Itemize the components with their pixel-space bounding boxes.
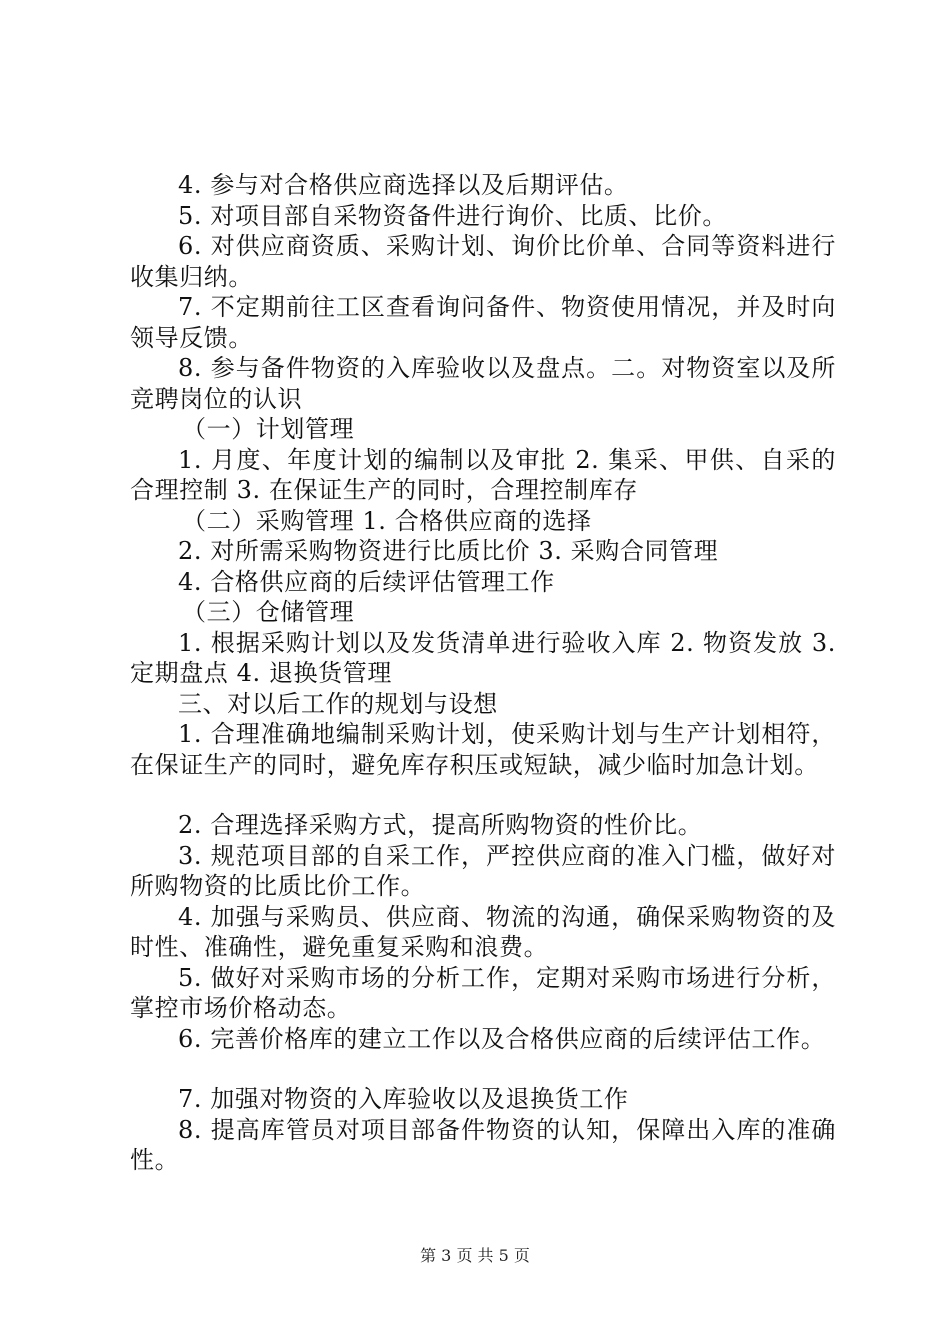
paragraph: 7. 加强对物资的入库验收以及退换货工作 xyxy=(178,1085,629,1113)
paragraph: 1. 根据采购计划以及发货清单进行验收入库 2. 物资发放 3. 定期盘点 4. 退换货管理 xyxy=(130,628,836,687)
paragraph: 7. 不定期前往工区查看询问备件、物资使用情况，并及时向领导反馈。 xyxy=(130,293,836,352)
section-heading: （三）仓储管理 xyxy=(182,598,355,626)
paragraph: 2. 合理选择采购方式，提高所购物资的性价比。 xyxy=(178,811,703,839)
paragraph: 6. 完善价格库的建立工作以及合格供应商的后续评估工作。 xyxy=(178,1024,826,1053)
paragraph: 4. 参与对合格供应商选择以及后期评估。 xyxy=(178,171,629,199)
section-heading: （二）采购管理 1. 合格供应商的选择 xyxy=(182,506,592,535)
section-heading: （一）计划管理 xyxy=(182,415,355,443)
paragraph: 2. 对所需采购物资进行比质比价 3. 采购合同管理 xyxy=(178,537,719,565)
paragraph: 4. 合格供应商的后续评估管理工作 xyxy=(178,567,555,596)
paragraph-gap xyxy=(130,780,836,810)
paragraph: 5. 对项目部自采物资备件进行询价、比质、比价。 xyxy=(178,201,727,230)
page-number-footer: 第 3 页 共 5 页 xyxy=(420,1246,530,1265)
document-body xyxy=(130,170,836,1176)
paragraph: 6. 对供应商资质、采购计划、询价比价单、合同等资料进行收集归纳。 xyxy=(130,232,836,291)
paragraph: 4. 加强与采购员、供应商、物流的沟通，确保采购物资的及时性、准确性，避免重复采购和浪费。 xyxy=(130,902,836,961)
paragraph: 5. 做好对采购市场的分析工作，定期对采购市场进行分析，掌控市场价格动态。 xyxy=(130,963,836,1022)
paragraph: 1. 月度、年度计划的编制以及审批 2. 集采、甲供、自采的合理控制 3. 在保证生产的同时，合理控制库存 xyxy=(130,445,836,504)
section-heading: 三、对以后工作的规划与设想 xyxy=(178,689,498,718)
paragraph: 8. 提高库管员对项目部备件物资的认知，保障出入库的准确性。 xyxy=(130,1115,836,1174)
paragraph: 1. 合理准确地编制采购计划，使采购计划与生产计划相符，在保证生产的同时，避免库存积压或短缺，减少临时加急计划。 xyxy=(130,720,836,779)
paragraph: 3. 规范项目部的自采工作，严控供应商的准入门槛，做好对所购物资的比质比价工作。 xyxy=(130,841,836,900)
paragraph: 8. 参与备件物资的入库验收以及盘点。二。对物资室以及所竞聘岗位的认识 xyxy=(130,354,836,413)
paragraph-gap xyxy=(130,1054,836,1084)
